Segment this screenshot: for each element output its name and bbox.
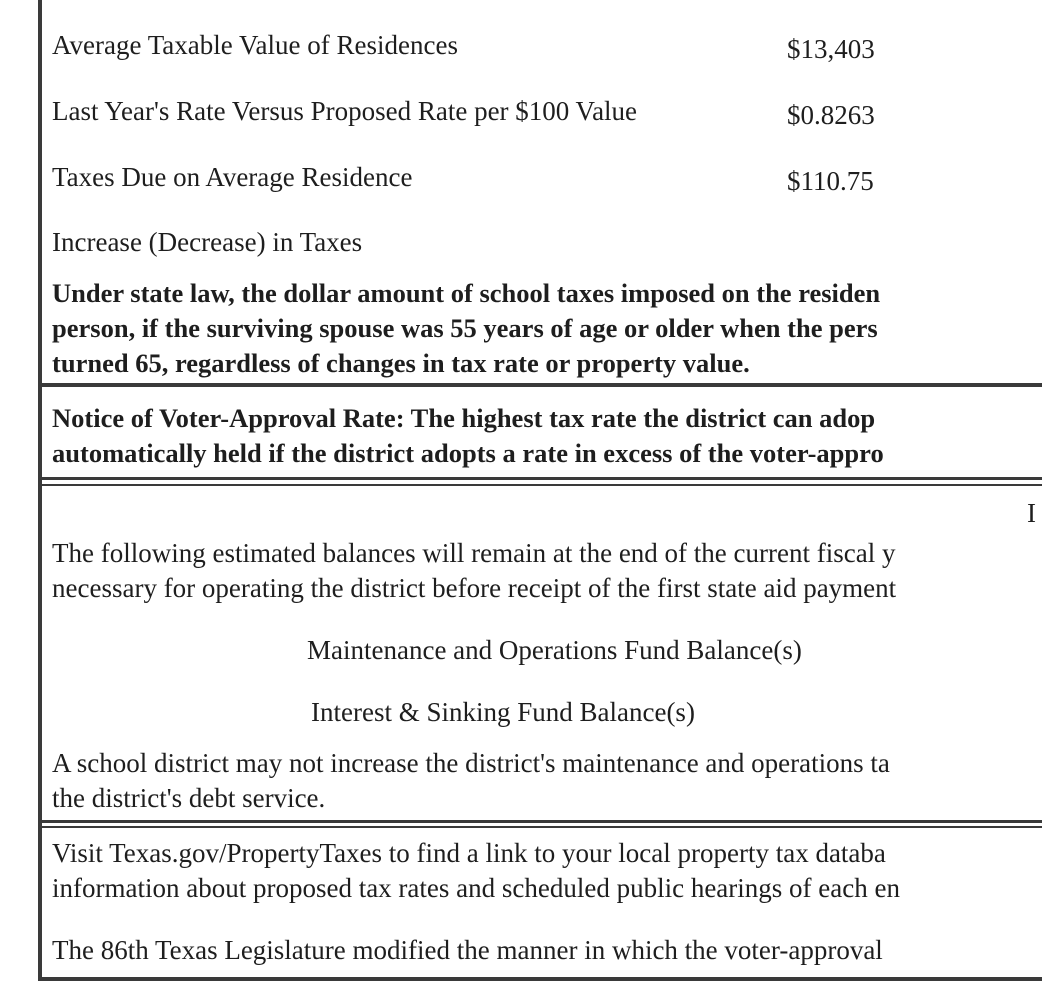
tax-notice-document — [38, 0, 1042, 981]
state-law-line-2: person, if the surviving spouse was 55 years of age or older when the pers — [52, 313, 878, 343]
avg-taxable-value-label: Average Taxable Value of Residences — [52, 30, 458, 60]
section-divider — [42, 484, 1042, 486]
section-divider — [42, 820, 1042, 823]
balances-header-fragment: I — [1027, 498, 1036, 528]
balances-note-line-2: the district's debt service. — [52, 783, 326, 813]
visit-line-2: information about proposed tax rates and scheduled public hearings of each en — [52, 873, 900, 903]
voter-approval-line-1: Notice of Voter-Approval Rate: The highest tax rate the district can adop — [52, 403, 876, 433]
increase-decrease-label: Increase (Decrease) in Taxes — [52, 227, 363, 257]
rate-comparison-value: $0.8263 — [787, 100, 875, 130]
voter-approval-line-2: automatically held if the district adopts a rate in excess of the voter-appro — [52, 438, 884, 468]
taxes-due-label: Taxes Due on Average Residence — [52, 162, 413, 192]
taxes-due-value: $110.75 — [787, 166, 874, 196]
balances-note-line-1: A school district may not increase the district's maintenance and operations ta — [52, 748, 890, 778]
interest-sinking-fund-balance-label: Interest & Sinking Fund Balance(s) — [311, 697, 695, 727]
visit-line-1: Visit Texas.gov/PropertyTaxes to find a link to your local property tax databa — [52, 838, 886, 868]
state-law-line-1: Under state law, the dollar amount of school taxes imposed on the residen — [52, 278, 881, 308]
balances-line-1: The following estimated balances will remain at the end of the current fiscal y — [52, 538, 896, 568]
maintenance-fund-balance-label: Maintenance and Operations Fund Balance(s) — [307, 635, 802, 665]
rate-comparison-label: Last Year's Rate Versus Proposed Rate per $100 Value — [52, 96, 638, 126]
legislature-note: The 86th Texas Legislature modified the manner in which the voter-approval — [52, 935, 883, 965]
balances-line-2: necessary for operating the district before receipt of the first state aid payment — [52, 573, 897, 603]
section-divider — [42, 826, 1042, 828]
section-divider — [42, 383, 1042, 387]
section-divider — [42, 477, 1042, 480]
state-law-line-3: turned 65, regardless of changes in tax rate or property value. — [52, 348, 750, 378]
avg-taxable-value: $13,403 — [787, 34, 875, 64]
